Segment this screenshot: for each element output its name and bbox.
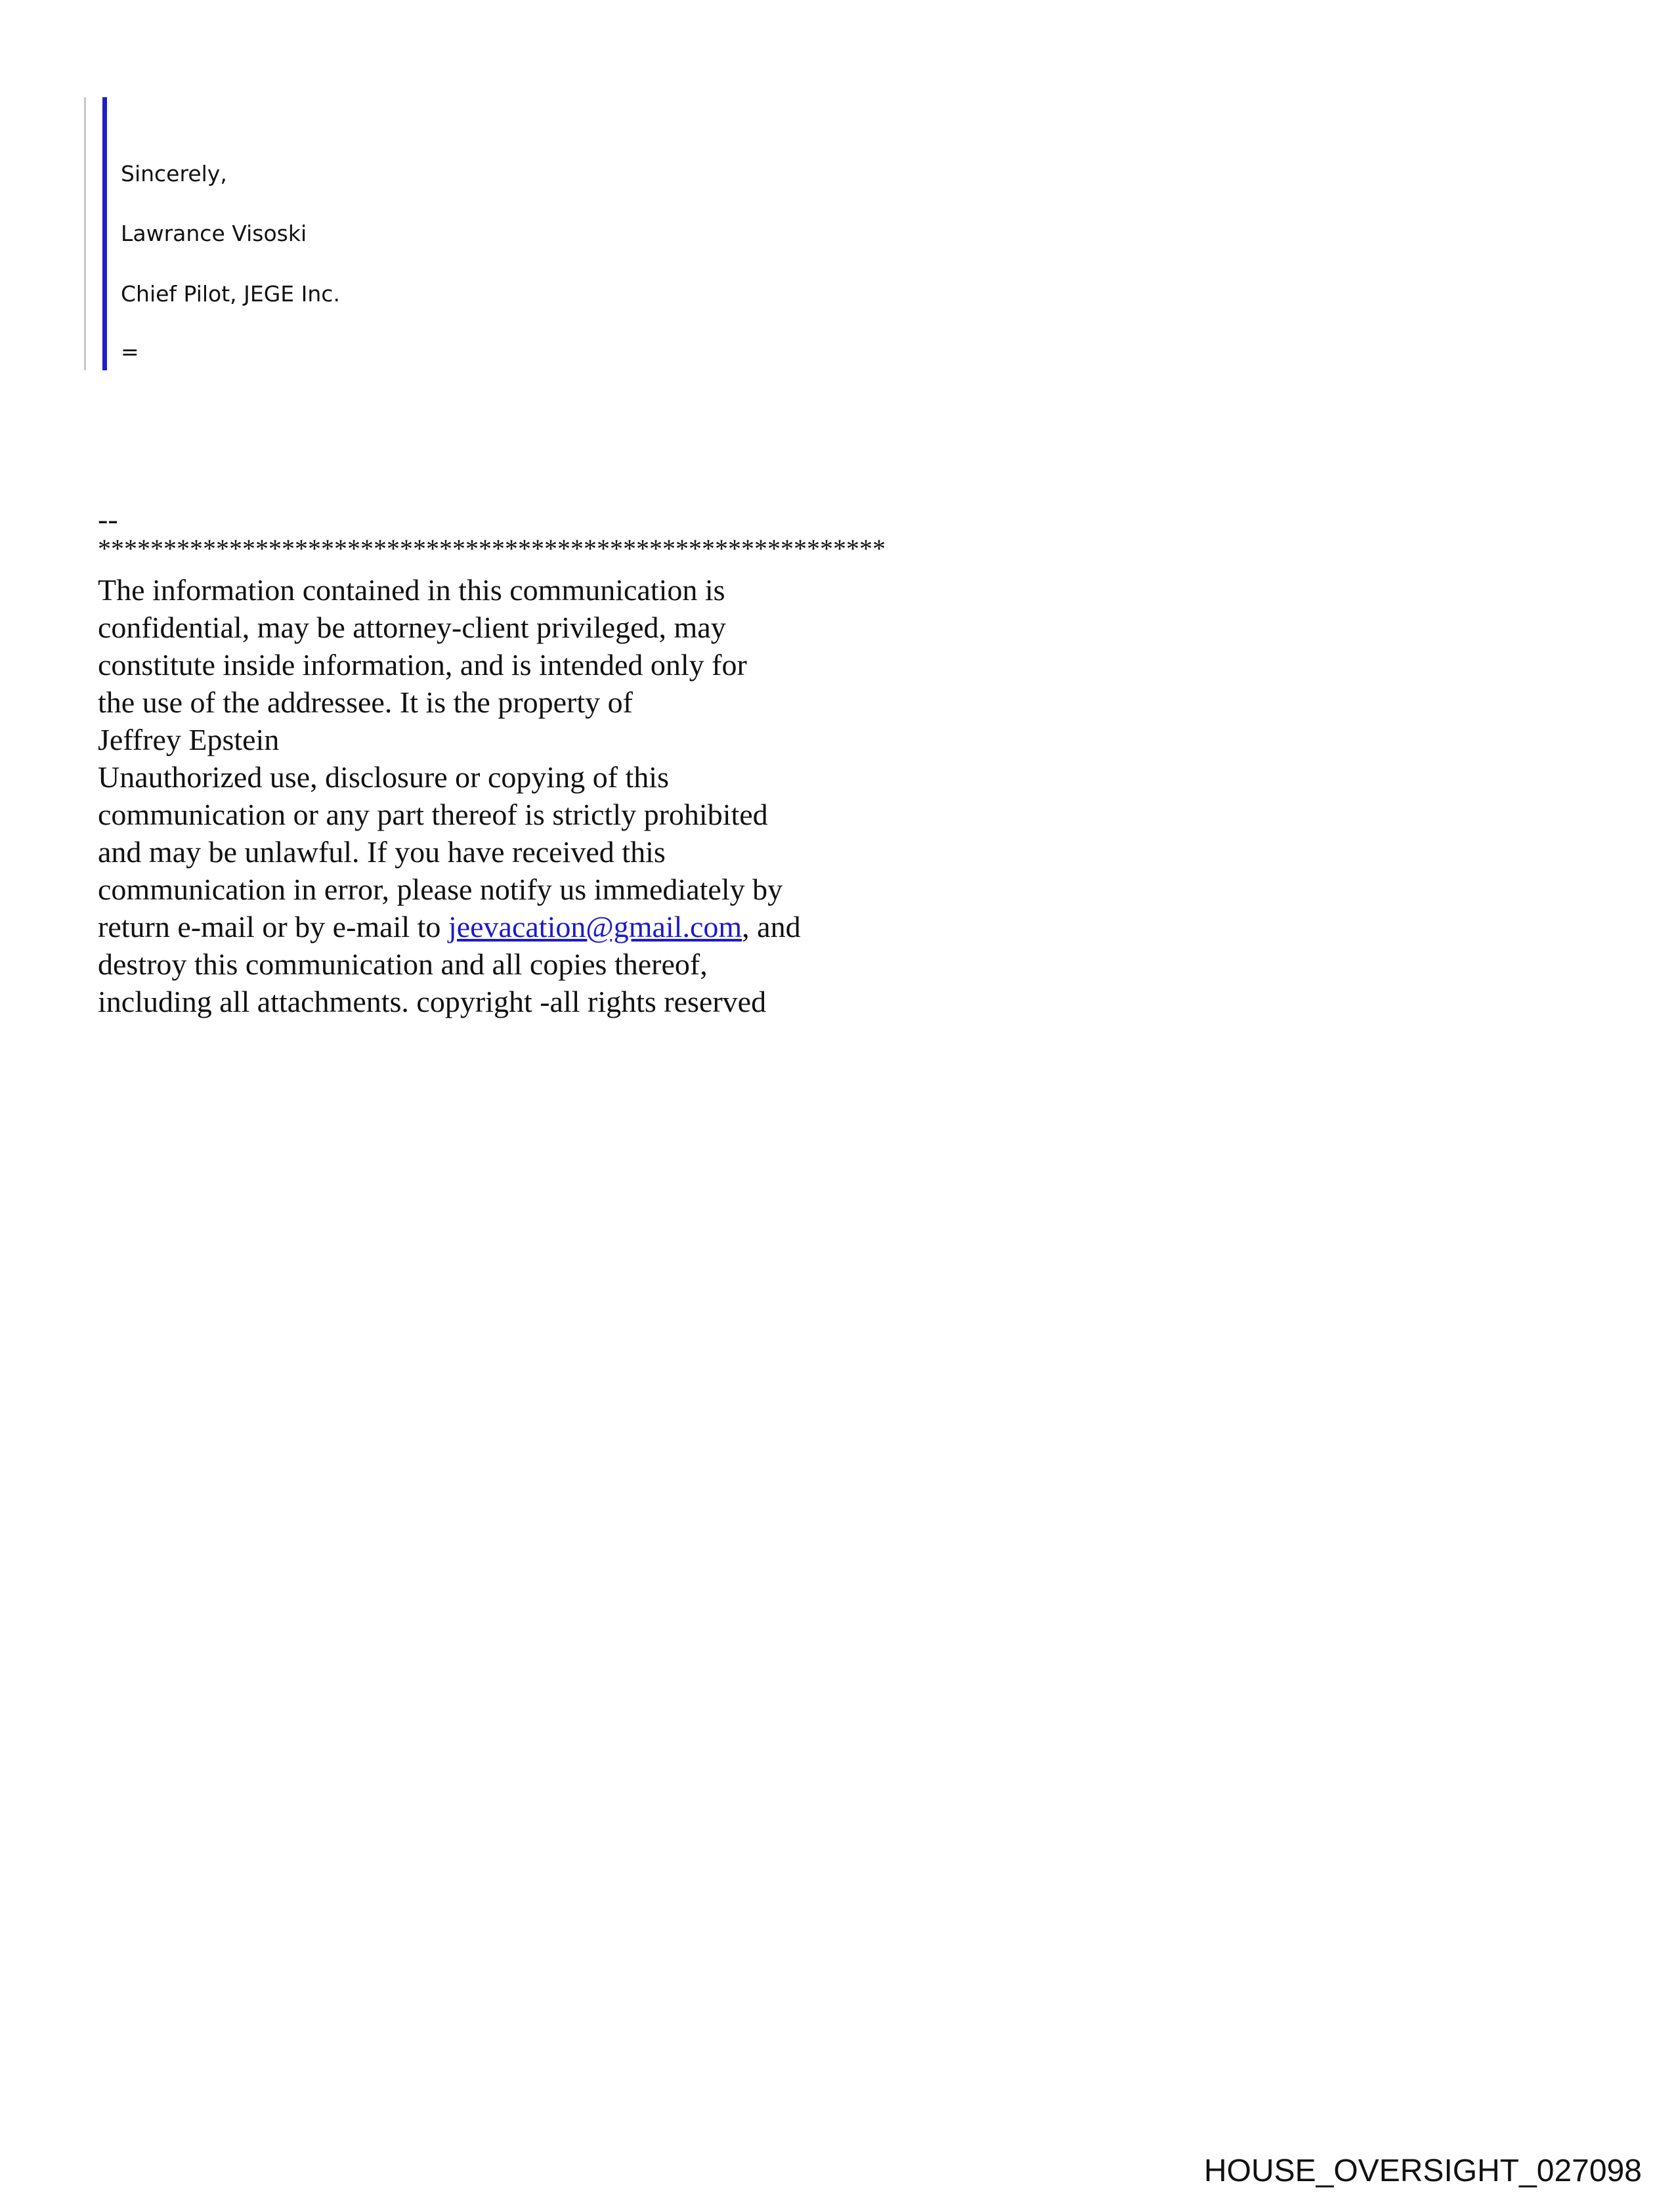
footer-line: confidential, may be attorney-client privileged, may: [98, 611, 726, 644]
footer-asterisks: ************************************************************: [98, 534, 886, 563]
email-link[interactable]: jeevacation@gmail.com: [448, 910, 742, 943]
outer-quote-bar: [84, 97, 86, 370]
signature-trailer: =: [121, 339, 139, 364]
footer-line: communication in error, please notify us immediately by: [98, 873, 783, 906]
bates-number: HOUSE_OVERSIGHT_027098: [1204, 2154, 1642, 2188]
footer-line: destroy this communication and all copies thereof,: [98, 947, 708, 981]
footer-line: Jeffrey Epstein: [98, 723, 280, 756]
footer-separator: --: [98, 502, 118, 536]
inner-quote-bar: [102, 97, 107, 370]
email-line-suffix: , and: [742, 910, 801, 943]
signature-title: Chief Pilot, JEGE Inc.: [121, 281, 340, 307]
footer-line: Unauthorized use, disclosure or copying of this: [98, 760, 669, 794]
signature-closing: Sincerely,: [121, 161, 227, 186]
footer-line: including all attachments. copyright -all rights reserved: [98, 985, 767, 1018]
footer-line: The information contained in this communication is: [98, 573, 725, 607]
footer-line: communication or any part thereof is strictly prohibited: [98, 798, 768, 831]
quoted-signature-block: [84, 97, 609, 370]
signature-name: Lawrance Visoski: [121, 221, 307, 246]
footer-email-line: [98, 912, 801, 942]
email-line-prefix: return e-mail or by e-mail to: [98, 910, 448, 943]
footer-line: constitute inside information, and is intended only for: [98, 648, 747, 682]
footer-line: and may be unlawful. If you have received this: [98, 835, 666, 869]
footer-line: the use of the addressee. It is the property of: [98, 685, 633, 719]
